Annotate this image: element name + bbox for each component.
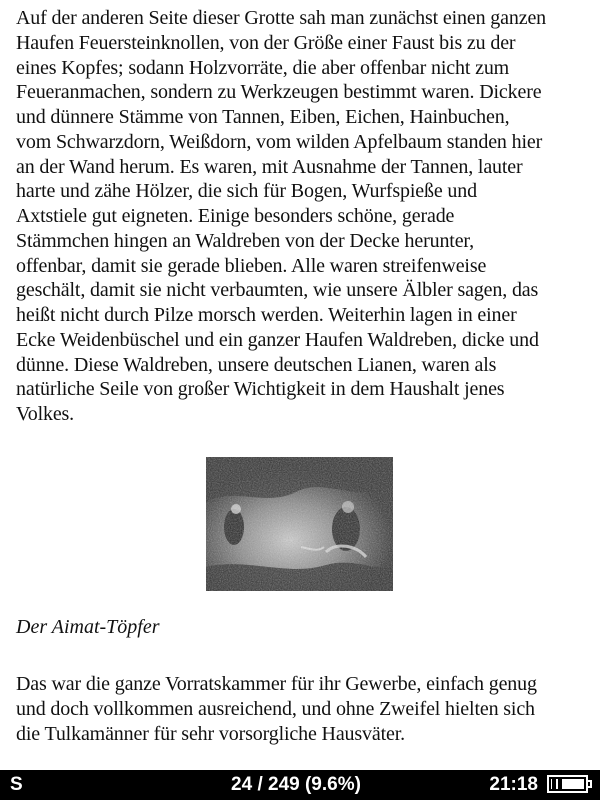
text-line: heißt nicht durch Pilze morsch werden. Weiterhin lagen in einer	[16, 304, 517, 326]
text-line: und doch vollkommen ausreichend, und ohne Zweifel hielten sich	[16, 697, 535, 720]
text-line: Feueranmachen, sondern zu Werkzeugen bestimmt waren. Dickere	[16, 81, 542, 104]
text-line: Das war die ganze Vorratskammer für ihr Gewerbe, einfach genug	[16, 673, 537, 695]
clock: 21:18	[489, 774, 538, 795]
text-line: dünne. Diese Waldreben, unsere deutschen Lianen, waren als	[16, 353, 497, 376]
text-line: an der Wand herum. Es waren, mit Ausnahme der Tannen, lauter	[16, 155, 523, 178]
battery-icon	[547, 775, 588, 793]
text-line: vom Schwarzdorn, Weißdorn, vom wilden Apfelbaum standen hier	[16, 130, 543, 153]
text-line: offenbar, damit sie gerade blieben. Alle waren streifenweise	[16, 254, 487, 277]
text-line: Axtstiele gut eigneten. Einige besonders schöne, gerade	[16, 205, 455, 227]
text-line: geschält, damit sie nicht verbaumten, wie unsere Älbler sagen, das	[16, 279, 539, 302]
text-line: Auf der anderen Seite dieser Grotte sah man zunächst einen ganzen	[16, 7, 547, 29]
text-line: eines Kopfes; sodann Holzvorräte, die aber offenbar nicht zum	[16, 56, 510, 79]
paragraph-1	[16, 6, 586, 427]
text-line: Ecke Weidenbüschel und ein ganzer Haufen Waldreben, dicke und	[16, 328, 539, 351]
text-line: Haufen Feuersteinknollen, von der Größe einer Faust bis zu der	[16, 31, 516, 54]
text-line: natürliche Seile von großer Wichtigkeit in dem Haushalt jenes	[16, 378, 505, 401]
text-line: die Tulkamänner für sehr vorsorgliche Hausväter.	[16, 722, 406, 745]
status-left-label[interactable]: S	[10, 774, 23, 795]
battery-segment	[558, 779, 562, 789]
paragraph-2	[16, 672, 586, 746]
text-line: Volkes.	[16, 403, 75, 425]
battery-tip-icon	[588, 780, 592, 788]
page-progress[interactable]: 24 / 249 (9.6%)	[231, 774, 361, 795]
engraving-illustration	[206, 457, 393, 591]
status-bar	[0, 770, 600, 800]
battery-level	[551, 779, 584, 789]
battery-segment	[552, 779, 556, 789]
illustration-icon	[206, 457, 393, 591]
text-line: harte und zähe Hölzer, die sich für Bogen, Wurfspieße und	[16, 180, 477, 203]
illustration-caption: Der Aimat-Töpfer	[16, 616, 160, 638]
text-line: und dünnere Stämme von Tannen, Eiben, Eichen, Hainbuchen,	[16, 106, 510, 128]
text-line: Stämmchen hingen an Waldreben von der Decke herunter,	[16, 229, 474, 252]
